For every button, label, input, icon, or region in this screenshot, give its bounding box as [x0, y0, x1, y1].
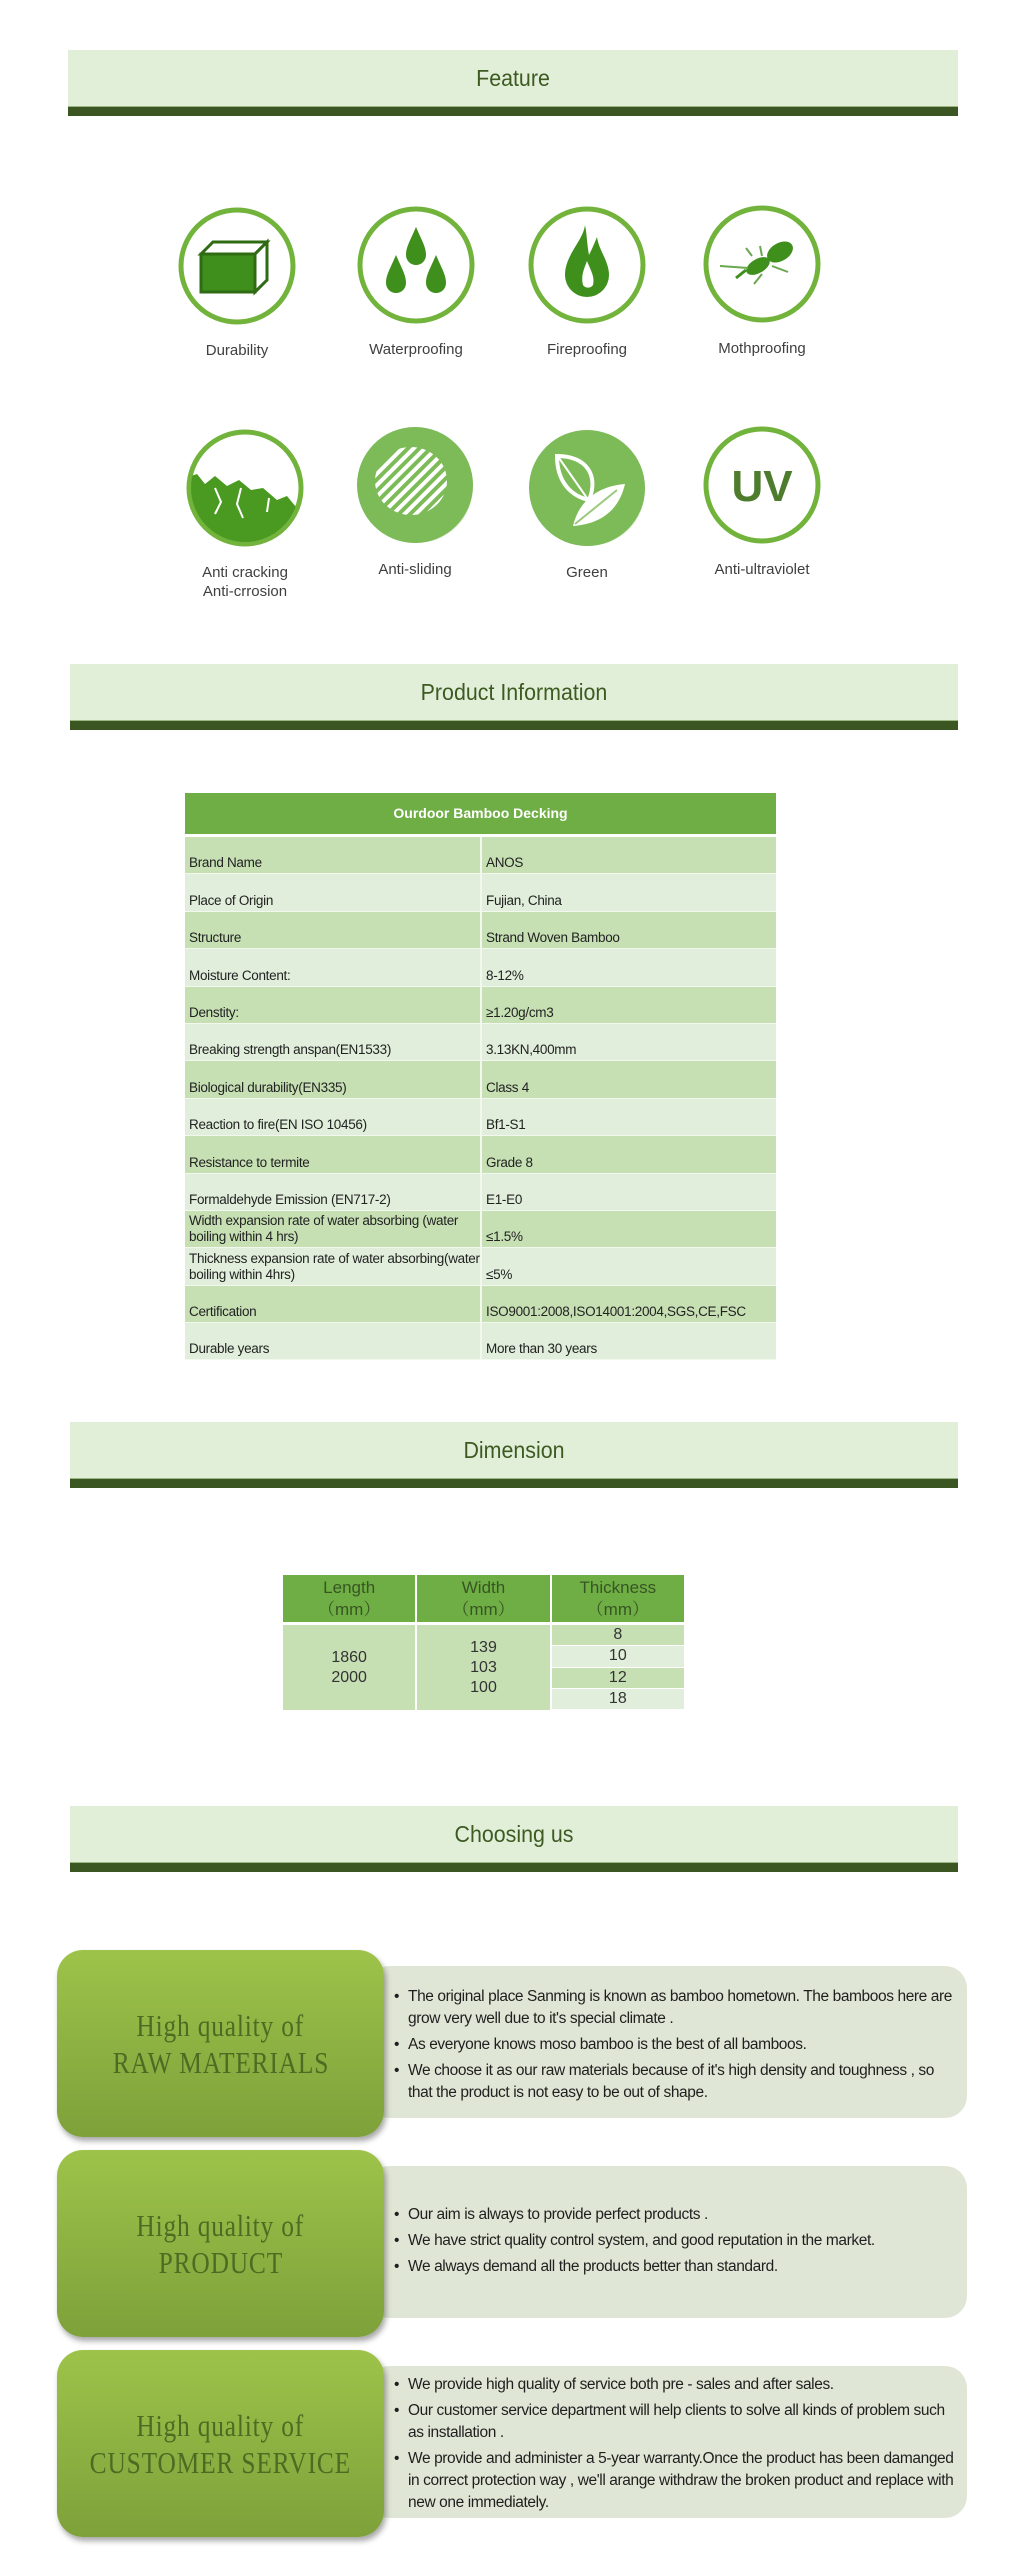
spec-name: Certification — [185, 1286, 482, 1322]
thickness-cell: 18 — [552, 1689, 684, 1710]
water-drops-icon — [356, 205, 476, 325]
feature-waterproofing — [336, 205, 496, 359]
spec-value: Bf1-S1 — [486, 1117, 526, 1133]
section-title: Product Information — [420, 679, 608, 705]
spec-name: Moisture Content: — [185, 949, 482, 985]
spec-value: ISO9001:2008,ISO14001:2004,SGS,CE,FSC — [486, 1304, 746, 1320]
choose-product — [57, 2150, 967, 2340]
table-row — [185, 1061, 776, 1098]
feature-label: Fireproofing — [546, 341, 628, 358]
list-item: • We choose it as our raw materials because of it's high density and toughness , so that the product is not easy to be out of shape. — [394, 2060, 957, 2104]
list-item: • Our customer service department will help clients to solve all kinds of problem such as installation . — [394, 2400, 957, 2444]
list-item: • We always demand all the products better than standard. — [394, 2256, 957, 2278]
list-item: • As everyone knows moso bamboo is the best of all bamboos. — [394, 2034, 957, 2056]
quality-badge — [57, 2350, 384, 2537]
spec-value: Class 4 — [486, 1079, 529, 1095]
table-row — [185, 1174, 776, 1211]
spec-name: Structure — [185, 912, 482, 948]
table-row — [185, 987, 776, 1024]
list-item: • The original place Sanming is known as bamboo hometown. The bamboos here are grow very well due to it's special climate . — [394, 1986, 957, 2030]
spec-name: Reaction to fire(EN ISO 10456) — [185, 1099, 482, 1135]
points-list — [394, 2374, 957, 2518]
thickness-cell: 10 — [552, 1646, 684, 1667]
termite-icon — [702, 204, 822, 324]
badge-line2: PRODUCT — [158, 2244, 283, 2280]
spec-value: ≥1.20g/cm3 — [486, 1004, 554, 1020]
table-row — [185, 874, 776, 911]
badge-line1: High quality of — [136, 2207, 305, 2243]
section-divider — [70, 1862, 958, 1872]
spec-name: Breaking strength anspan(EN1533) — [185, 1024, 482, 1060]
feature-label: Anti-sliding — [378, 561, 452, 578]
feature-green — [507, 428, 667, 582]
product-info-table — [185, 793, 776, 1360]
spec-name: Denstity: — [185, 987, 482, 1023]
list-item: • Our aim is always to provide perfect products . — [394, 2204, 957, 2226]
feature-label — [165, 563, 325, 601]
choose-customer-service — [57, 2350, 967, 2540]
badge-line2: CUSTOMER SERVICE — [89, 2444, 352, 2480]
anti-slip-icon — [355, 425, 475, 545]
table-row — [185, 912, 776, 949]
spec-value: ≤5% — [486, 1266, 513, 1282]
quality-badge — [57, 2150, 384, 2337]
quality-badge — [57, 1950, 384, 2137]
feature-label: Anti-ultraviolet — [714, 561, 810, 578]
flame-icon — [527, 205, 647, 325]
feature-label: Durability — [205, 342, 269, 359]
spec-value: Strand Woven Bamboo — [486, 930, 620, 946]
table-row — [185, 949, 776, 986]
spec-value: E1-E0 — [486, 1191, 523, 1207]
section-header-feature — [68, 50, 958, 116]
feature-anti-cracking — [165, 428, 325, 601]
table-row — [185, 1248, 776, 1285]
thickness-cell: 8 — [552, 1625, 684, 1646]
section-divider — [68, 106, 958, 116]
column-header-length: Length （mm） — [318, 1578, 381, 1619]
svg-text:UV: UV — [731, 462, 793, 511]
feature-anti-sliding — [335, 425, 495, 579]
feature-label-line2: Anti-crrosion — [202, 583, 288, 600]
spec-value: Grade 8 — [486, 1154, 533, 1170]
length-values: 1860 2000 — [283, 1625, 415, 1710]
spec-name: Brand Name — [185, 837, 482, 873]
badge-line1: High quality of — [136, 2407, 305, 2443]
table-row — [185, 837, 776, 874]
spec-value: Fujian, China — [486, 892, 562, 908]
spec-name: Formaldehyde Emission (EN717-2) — [185, 1174, 482, 1210]
uv-icon — [702, 425, 822, 545]
section-header-product-information — [70, 664, 958, 730]
table-row — [185, 1136, 776, 1173]
spec-name: Durable years — [185, 1323, 482, 1359]
spec-name: Resistance to termite — [185, 1136, 482, 1172]
table-row — [185, 1323, 776, 1360]
thickness-values — [550, 1625, 684, 1710]
feature-durability — [157, 206, 317, 360]
spec-name: Width expansion rate of water absorbing (water boiling within 4 hrs) — [185, 1211, 482, 1247]
feature-anti-ultraviolet — [682, 425, 842, 579]
leaf-icon — [527, 428, 647, 548]
column-header-width: Width （mm） — [415, 1575, 549, 1622]
dimension-table — [283, 1575, 684, 1710]
spec-name: Biological durability(EN335) — [185, 1061, 482, 1097]
feature-label-line1: Anti cracking — [202, 564, 288, 581]
spec-name: Place of Origin — [185, 874, 482, 910]
list-item: • We have strict quality control system, and good reputation in the market. — [394, 2230, 957, 2252]
box-icon — [177, 206, 297, 326]
section-title: Choosing us — [454, 1821, 574, 1847]
spec-value: ≤1.5% — [486, 1229, 523, 1245]
spec-value: 8-12% — [486, 967, 524, 983]
table-row — [185, 1099, 776, 1136]
table-row — [185, 1211, 776, 1248]
table-row — [185, 1286, 776, 1323]
list-item: • We provide and administer a 5-year warranty.Once the product has been damanged in correct protection way , we'll arange withdraw the broken product and replace with new one immediately. — [394, 2448, 957, 2514]
feature-label: Green — [566, 564, 608, 581]
spec-value: More than 30 years — [486, 1341, 597, 1357]
section-divider — [70, 1478, 958, 1488]
badge-line1: High quality of — [136, 2007, 305, 2043]
list-item: • We provide high quality of service both pre - sales and after sales. — [394, 2374, 957, 2396]
points-list — [394, 2204, 957, 2282]
feature-mothproofing — [682, 204, 842, 358]
table-row — [185, 1024, 776, 1061]
thickness-cell: 12 — [552, 1668, 684, 1689]
choose-raw-materials — [57, 1950, 967, 2140]
cracking-icon — [185, 428, 305, 548]
section-title: Feature — [476, 65, 550, 91]
badge-line2: RAW MATERIALS — [112, 2044, 329, 2080]
section-header-dimension — [70, 1422, 958, 1488]
feature-label: Waterproofing — [369, 341, 463, 358]
table-title: Ourdoor Bamboo Decking — [185, 793, 776, 834]
section-title: Dimension — [463, 1437, 565, 1463]
table-header — [283, 1575, 684, 1622]
points-list — [394, 1986, 957, 2108]
feature-label: Mothproofing — [718, 340, 806, 357]
section-header-choosing-us — [70, 1806, 958, 1872]
section-divider — [70, 720, 958, 730]
spec-name: Thickness expansion rate of water absorbing(water boiling within 4hrs) — [185, 1248, 482, 1284]
feature-fireproofing — [507, 205, 667, 359]
width-values: 139 103 100 — [415, 1625, 549, 1710]
table-body — [283, 1625, 684, 1710]
spec-value: ANOS — [486, 855, 524, 871]
column-header-thickness: Thickness （mm） — [550, 1575, 684, 1622]
spec-value: 3.13KN,400mm — [486, 1042, 577, 1058]
